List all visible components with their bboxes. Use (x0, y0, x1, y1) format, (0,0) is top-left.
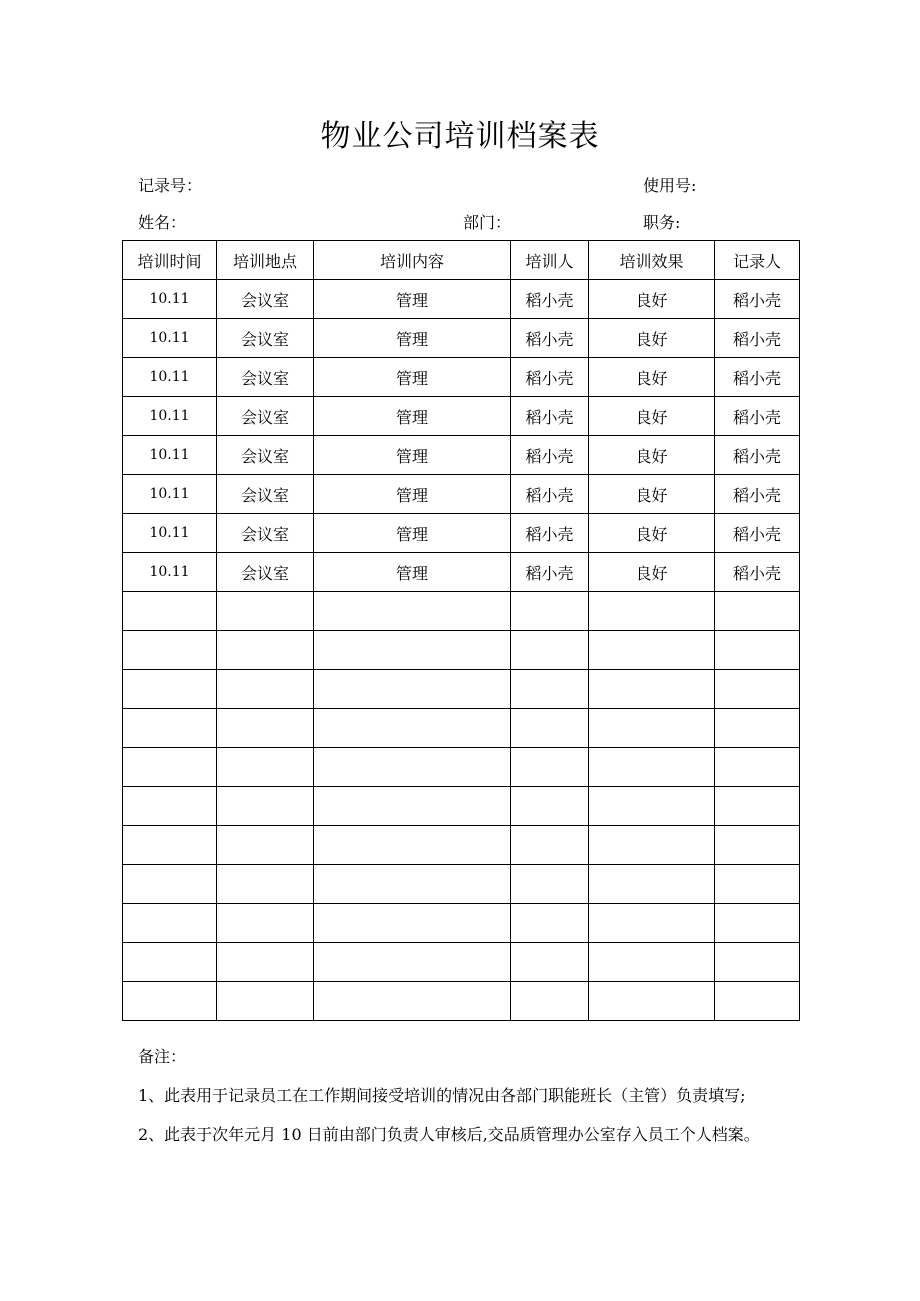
cell-recorder (715, 865, 800, 904)
cell-trainer: 稻小壳 (511, 436, 589, 475)
training-record-table (122, 240, 800, 1021)
cell-trainer: 稻小壳 (511, 475, 589, 514)
cell-training-effect: 良好 (589, 358, 715, 397)
cell-recorder: 稻小壳 (715, 397, 800, 436)
cell-training-effect (589, 748, 715, 787)
table-row (123, 709, 800, 748)
cell-training-location: 会议室 (217, 280, 314, 319)
cell-training-time (123, 826, 217, 865)
name-label: 姓名： (138, 213, 187, 232)
cell-training-effect: 良好 (589, 475, 715, 514)
cell-training-time: 10.11 (123, 319, 217, 358)
cell-training-content (314, 631, 511, 670)
cell-trainer (511, 787, 589, 826)
cell-training-content (314, 670, 511, 709)
cell-training-content (314, 904, 511, 943)
use-no-label: 使用号: (643, 176, 697, 195)
table-row (123, 748, 800, 787)
header-training-effect: 培训效果 (589, 241, 715, 280)
cell-training-time (123, 865, 217, 904)
table-row (123, 553, 800, 592)
table-row (123, 787, 800, 826)
cell-training-time: 10.11 (123, 436, 217, 475)
cell-training-time (123, 982, 217, 1021)
cell-training-effect (589, 826, 715, 865)
cell-training-content: 管理 (314, 553, 511, 592)
cell-recorder (715, 709, 800, 748)
table-row (123, 475, 800, 514)
cell-training-content: 管理 (314, 280, 511, 319)
cell-recorder (715, 826, 800, 865)
cell-training-content (314, 592, 511, 631)
table-row (123, 436, 800, 475)
table-row (123, 358, 800, 397)
cell-training-time (123, 904, 217, 943)
cell-trainer (511, 826, 589, 865)
cell-training-location: 会议室 (217, 475, 314, 514)
cell-training-effect: 良好 (589, 436, 715, 475)
table-row (123, 631, 800, 670)
cell-training-location: 会议室 (217, 514, 314, 553)
cell-recorder: 稻小壳 (715, 358, 800, 397)
cell-training-content: 管理 (314, 436, 511, 475)
cell-training-location (217, 943, 314, 982)
cell-training-location (217, 904, 314, 943)
table-row (123, 982, 800, 1021)
cell-training-content (314, 748, 511, 787)
header-trainer: 培训人 (511, 241, 589, 280)
cell-training-location (217, 826, 314, 865)
cell-training-effect (589, 787, 715, 826)
cell-recorder (715, 592, 800, 631)
cell-trainer (511, 670, 589, 709)
cell-training-effect: 良好 (589, 553, 715, 592)
cell-training-location: 会议室 (217, 397, 314, 436)
notes-label: 备注： (138, 1047, 187, 1066)
cell-training-content: 管理 (314, 397, 511, 436)
page-title: 物业公司培训档案表 (320, 119, 600, 154)
cell-trainer (511, 865, 589, 904)
cell-training-time (123, 748, 217, 787)
cell-training-content (314, 709, 511, 748)
note-item-2: 2、此表于次年元月 10 日前由部门负责人审核后,交品质管理办公室存入员工个人档案。 (138, 1125, 760, 1144)
cell-trainer: 稻小壳 (511, 514, 589, 553)
cell-training-content (314, 787, 511, 826)
cell-training-location: 会议室 (217, 553, 314, 592)
cell-training-time: 10.11 (123, 397, 217, 436)
cell-training-effect (589, 592, 715, 631)
note-item-1: 1、此表用于记录员工在工作期间接受培训的情况由各部门职能班长（主管）负责填写; (138, 1086, 746, 1105)
cell-training-effect (589, 709, 715, 748)
cell-recorder (715, 982, 800, 1021)
cell-training-content (314, 943, 511, 982)
header-training-time: 培训时间 (123, 241, 217, 280)
cell-trainer: 稻小壳 (511, 358, 589, 397)
cell-recorder: 稻小壳 (715, 475, 800, 514)
cell-recorder: 稻小壳 (715, 514, 800, 553)
cell-training-effect: 良好 (589, 397, 715, 436)
cell-recorder: 稻小壳 (715, 553, 800, 592)
cell-training-effect (589, 904, 715, 943)
cell-trainer (511, 748, 589, 787)
cell-training-content: 管理 (314, 514, 511, 553)
table-row (123, 826, 800, 865)
cell-trainer (511, 592, 589, 631)
cell-recorder: 稻小壳 (715, 436, 800, 475)
cell-trainer (511, 943, 589, 982)
table-body (123, 280, 800, 1021)
table-row (123, 514, 800, 553)
table-row (123, 592, 800, 631)
cell-trainer (511, 631, 589, 670)
cell-training-time (123, 943, 217, 982)
cell-training-content (314, 826, 511, 865)
department-label: 部门： (463, 213, 512, 232)
cell-training-effect (589, 982, 715, 1021)
cell-training-location: 会议室 (217, 436, 314, 475)
table-row (123, 319, 800, 358)
cell-training-location (217, 631, 314, 670)
cell-training-content: 管理 (314, 358, 511, 397)
cell-training-time: 10.11 (123, 514, 217, 553)
cell-training-content (314, 982, 511, 1021)
cell-training-effect (589, 670, 715, 709)
table-header-row (123, 241, 800, 280)
table-row (123, 397, 800, 436)
cell-training-time (123, 631, 217, 670)
cell-training-effect (589, 631, 715, 670)
table-row (123, 904, 800, 943)
cell-training-time (123, 787, 217, 826)
table-row (123, 280, 800, 319)
record-no-label: 记录号： (138, 176, 203, 195)
cell-trainer: 稻小壳 (511, 397, 589, 436)
cell-recorder: 稻小壳 (715, 319, 800, 358)
header-recorder: 记录人 (715, 241, 800, 280)
header-training-location: 培训地点 (217, 241, 314, 280)
cell-training-time: 10.11 (123, 553, 217, 592)
cell-training-time: 10.11 (123, 475, 217, 514)
cell-training-location (217, 865, 314, 904)
cell-training-location (217, 670, 314, 709)
cell-training-effect: 良好 (589, 514, 715, 553)
table-row (123, 865, 800, 904)
cell-training-time (123, 709, 217, 748)
cell-training-location: 会议室 (217, 358, 314, 397)
cell-training-time (123, 592, 217, 631)
cell-trainer (511, 904, 589, 943)
cell-training-content (314, 865, 511, 904)
cell-training-content: 管理 (314, 319, 511, 358)
cell-recorder (715, 748, 800, 787)
cell-recorder (715, 631, 800, 670)
table-row (123, 670, 800, 709)
cell-trainer: 稻小壳 (511, 280, 589, 319)
cell-training-location (217, 592, 314, 631)
cell-trainer (511, 982, 589, 1021)
cell-training-effect: 良好 (589, 280, 715, 319)
cell-training-location: 会议室 (217, 319, 314, 358)
cell-recorder: 稻小壳 (715, 280, 800, 319)
cell-trainer: 稻小壳 (511, 319, 589, 358)
cell-training-location (217, 748, 314, 787)
cell-training-effect (589, 943, 715, 982)
position-label: 职务: (643, 213, 681, 232)
cell-recorder (715, 670, 800, 709)
cell-training-location (217, 787, 314, 826)
cell-recorder (715, 943, 800, 982)
cell-training-effect (589, 865, 715, 904)
cell-trainer: 稻小壳 (511, 553, 589, 592)
cell-training-effect: 良好 (589, 319, 715, 358)
cell-training-time: 10.11 (123, 280, 217, 319)
cell-training-time: 10.11 (123, 358, 217, 397)
cell-recorder (715, 787, 800, 826)
cell-recorder (715, 904, 800, 943)
header-training-content: 培训内容 (314, 241, 511, 280)
cell-training-location (217, 982, 314, 1021)
cell-training-content: 管理 (314, 475, 511, 514)
cell-training-time (123, 670, 217, 709)
cell-trainer (511, 709, 589, 748)
table-row (123, 943, 800, 982)
cell-training-location (217, 709, 314, 748)
